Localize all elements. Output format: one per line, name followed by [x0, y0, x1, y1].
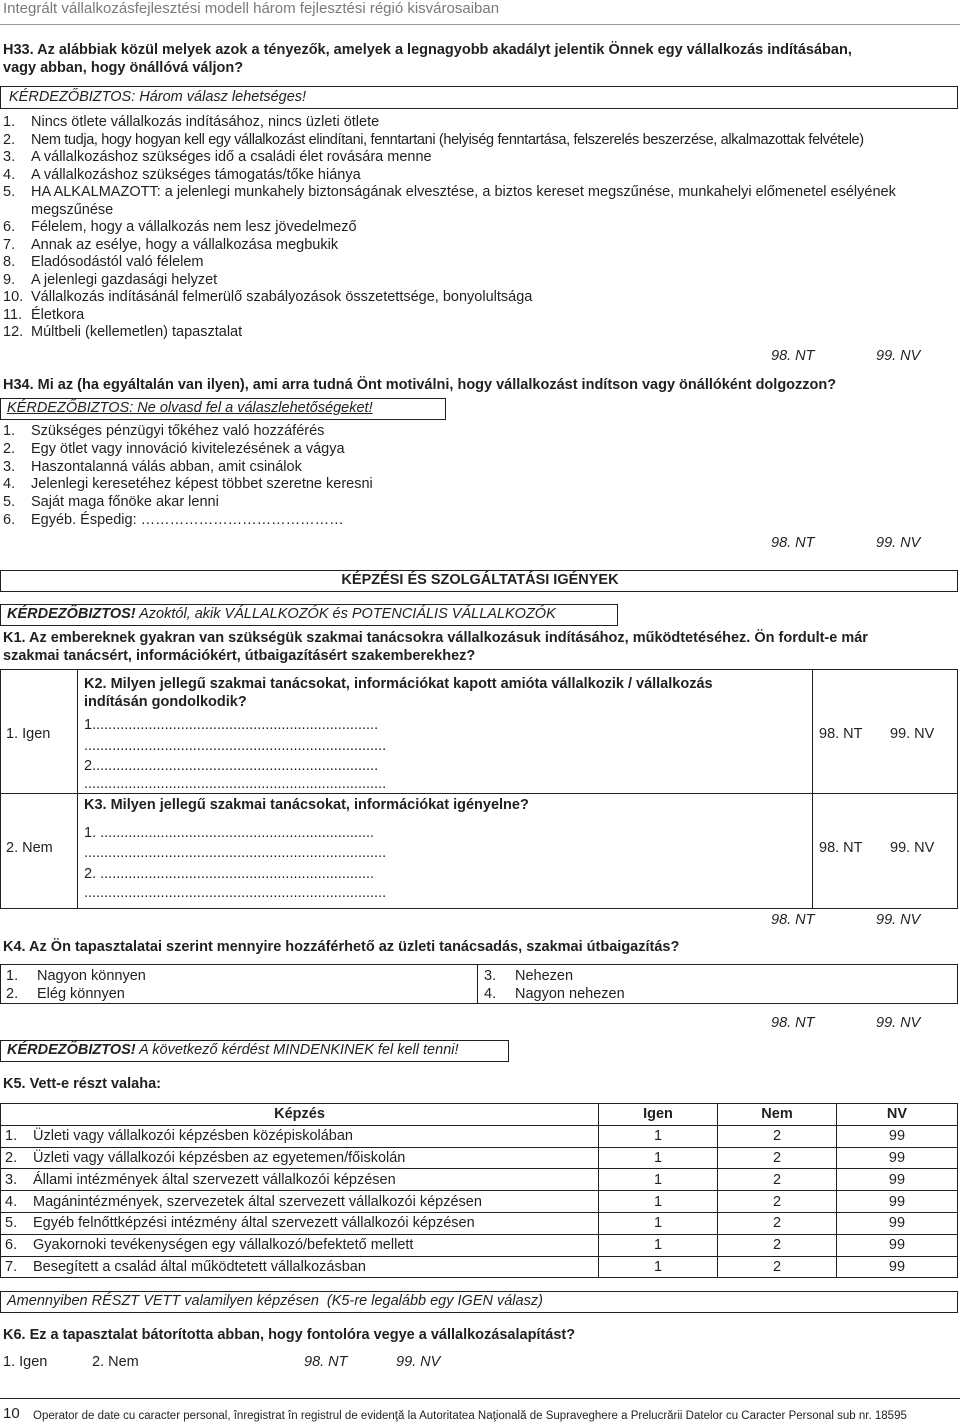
- list-item: [3, 324, 938, 342]
- k1-yes: 1. Igen: [6, 726, 51, 742]
- k4-option-3: Nehezen: [515, 968, 574, 984]
- k5-cell-training: [1, 1125, 599, 1147]
- k4-option-1: Nagyon könnyen: [37, 968, 146, 984]
- list-item: [3, 149, 938, 167]
- k2-question-line1: K2. Milyen jellegű szakmai tanácsokat, információkat kapott amióta vállalkozik / vállalkozás: [84, 676, 713, 692]
- table-row: [1, 1125, 958, 1147]
- instruction-box-2: [0, 1040, 509, 1062]
- k4-option-3-num: 3.: [484, 968, 497, 984]
- h33-options: [3, 114, 938, 342]
- list-item: [3, 114, 938, 132]
- k5-cell-no[interactable]: 2: [718, 1169, 837, 1191]
- list-item-text: HA ALKALMAZOTT: a jelenlegi munkahely biztonságának elvesztése, a biztos kereset megszűnése, munkahelyi előmenetel esélyének megszűnése: [31, 184, 896, 218]
- list-item-number: 6.: [3, 511, 16, 528]
- k1-grid-divider-v2: [812, 669, 813, 909]
- k1-grid-divider-v1: [77, 669, 78, 909]
- k3-nt: 98. NT: [819, 840, 863, 856]
- k5-table: [0, 1103, 958, 1278]
- k5-cell-nv[interactable]: 99: [837, 1191, 958, 1213]
- table-row: [1, 1212, 958, 1234]
- h33-instruction: KÉRDEZŐBIZTOS: Három válasz lehetséges!: [9, 89, 307, 105]
- list-item-text: Életkora: [31, 306, 85, 323]
- k2-nv: 99. NV: [890, 726, 935, 742]
- k5-cell-nv[interactable]: 99: [837, 1212, 958, 1234]
- k5-row-number: 4.: [5, 1193, 18, 1210]
- list-item-number: 2.: [3, 440, 16, 457]
- list-item: [3, 272, 938, 290]
- k5-row-number: 6.: [5, 1237, 18, 1254]
- footer-text: Operator de date cu caracter personal, înregistrat în registrul de evidenţă la Autoritatea Naţională de Supraveghere a Prelucrării Datelor cu Caracter Personal sub nr. 18595: [33, 1410, 907, 1422]
- k5-cell-training: [1, 1147, 599, 1169]
- page-header-title: Integrált vállalkozásfejlesztési modell három fejlesztési régió kisvárosaiban: [3, 0, 500, 17]
- k3-nv: 99. NV: [890, 840, 935, 856]
- list-item: [3, 441, 703, 459]
- k5-question: K5. Vett-e részt valaha:: [3, 1076, 161, 1092]
- k1-nv: 99. NV: [876, 912, 921, 928]
- h33-instruction-box: [0, 86, 958, 109]
- list-item-number: 11.: [3, 306, 23, 323]
- k1-grid-divider-h: [0, 793, 958, 794]
- list-item-text: Múltbeli (kellemetlen) tapasztalat: [31, 324, 243, 340]
- list-item: [3, 423, 703, 441]
- k1-question-line1: K1. Az embereknek gyakran van szükségük szakmai tanácsokra vállalkozásuk indításához, működtetéséhez. Ön fordult-e már: [3, 630, 868, 646]
- k4-options-divider: [477, 964, 478, 1004]
- k4-option-2: Elég könnyen: [37, 986, 125, 1002]
- list-item-number: 12.: [3, 324, 24, 340]
- list-item-number: 9.: [3, 271, 16, 288]
- k4-option-4-num: 4.: [484, 986, 497, 1002]
- list-item-number: 5.: [3, 494, 16, 511]
- k5-header-row: [1, 1104, 958, 1126]
- section-title-box: [0, 570, 958, 592]
- instruction-2-text: A következő kérdést MINDENKINEK fel kell tenni!: [135, 1042, 459, 1058]
- list-item-text: Eladósodástól való félelem: [31, 254, 204, 270]
- list-item: [3, 184, 938, 219]
- k5-cell-yes[interactable]: 1: [599, 1169, 718, 1191]
- k4-option-2-num: 2.: [6, 986, 19, 1002]
- list-item-text: Szükséges pénzügyi tőkéhez való hozzáférés: [31, 423, 325, 439]
- list-item-number: 4.: [3, 476, 16, 493]
- k5-header-training: Képzés: [1, 1104, 599, 1126]
- k5-cell-yes[interactable]: 1: [599, 1125, 718, 1147]
- list-item-text: Vállalkozás indításánál felmerülő szabályozások összetettsége, bonyolultsága: [31, 289, 533, 305]
- list-item-text: A vállalkozáshoz szükséges támogatás/tőke hiánya: [31, 166, 361, 183]
- list-item-number: 10.: [3, 289, 24, 305]
- k5-cell-no[interactable]: 2: [718, 1212, 837, 1234]
- k6-question: K6. Ez a tapasztalat bátorította abban, hogy fontolóra vegye a vállalkozásalapítást?: [3, 1327, 576, 1343]
- footer-page-number: 10: [3, 1405, 20, 1422]
- k5-header-nv: NV: [837, 1104, 958, 1126]
- list-item-text: Saját maga főnöke akar lenni: [31, 494, 219, 511]
- k5-row-text: Besegített a család által működtetett vállalkozásban: [33, 1258, 366, 1275]
- list-item: [3, 237, 938, 255]
- k5-header-yes: Igen: [599, 1104, 718, 1126]
- k5-cell-nv[interactable]: 99: [837, 1256, 958, 1278]
- list-item-text: Egy ötlet vagy innováció kivitelezésének a vágya: [31, 440, 345, 457]
- k5-cell-no[interactable]: 2: [718, 1234, 837, 1256]
- k2-answer-line1[interactable]: 1.......................................................................: [84, 717, 379, 733]
- instruction-box-1: [0, 604, 618, 626]
- h34-nv: 99. NV: [876, 535, 921, 551]
- list-item: [3, 167, 938, 185]
- k2-question-line2: indításán gondolkodik?: [84, 694, 247, 710]
- table-row: [1, 1169, 958, 1191]
- instruction-1: [7, 606, 556, 622]
- k6-nv: 99. NV: [396, 1354, 441, 1370]
- k3-answer-line1[interactable]: 1. ....................................................................: [84, 825, 375, 841]
- k2-answer-line3[interactable]: 2.......................................................................: [84, 758, 379, 774]
- k5-row-number: 5.: [5, 1215, 18, 1232]
- k1-question-line2: szakmai tanácsért, információkért, útbaigazításért szakemberekhez?: [3, 648, 476, 664]
- k1-no: 2. Nem: [6, 840, 53, 856]
- list-item-text: Haszontalanná válás abban, amit csinálok: [31, 458, 302, 475]
- k5-note: Amennyiben RÉSZT VETT valamilyen képzésen (K5-re legalább egy IGEN válasz): [7, 1293, 543, 1309]
- list-item-number: 4.: [3, 166, 16, 183]
- list-item-text: Jelenlegi keresetéhez képest többet szeretne keresni: [31, 476, 373, 493]
- k5-header-no: Nem: [718, 1104, 837, 1126]
- k6-nt: 98. NT: [304, 1354, 348, 1370]
- k5-cell-nv[interactable]: 99: [837, 1147, 958, 1169]
- list-item: [3, 307, 938, 325]
- k4-option-1-num: 1.: [6, 968, 19, 984]
- instruction-1-label: KÉRDEZŐBIZTOS!: [7, 606, 136, 622]
- list-item: [3, 289, 938, 307]
- list-item: [3, 459, 703, 477]
- k3-answer-line3[interactable]: 2. ....................................................................: [84, 866, 375, 882]
- k5-cell-no[interactable]: 2: [718, 1256, 837, 1278]
- k5-cell-yes[interactable]: 1: [599, 1191, 718, 1213]
- h34-instruction-box: [0, 398, 446, 420]
- header-divider: [0, 24, 960, 25]
- list-item-number: 2.: [3, 131, 16, 148]
- list-item-text: Nincs ötlete vállalkozás indításához, nincs üzleti ötlete: [31, 114, 380, 130]
- k5-cell-yes[interactable]: 1: [599, 1256, 718, 1278]
- k6-yes: 1. Igen: [3, 1354, 48, 1370]
- k4-option-4: Nagyon nehezen: [515, 986, 625, 1002]
- k4-nv: 99. NV: [876, 1015, 921, 1031]
- list-item-text: A vállalkozáshoz szükséges idő a családi élet rovására menne: [31, 149, 432, 165]
- k5-cell-training: [1, 1212, 599, 1234]
- k6-no: 2. Nem: [92, 1354, 139, 1370]
- list-item-number: 1.: [3, 423, 16, 439]
- list-item: [3, 494, 703, 512]
- k5-row-text: Magánintézmények, szervezetek által szervezett vállalkozói képzésen: [33, 1193, 482, 1210]
- k2-answer-line4[interactable]: ...........................................................................: [84, 776, 387, 792]
- list-item: [3, 476, 703, 494]
- k5-row-text: Gyakornoki tevékenységen egy vállalkozó/befektető mellett: [33, 1237, 414, 1254]
- k4-nt: 98. NT: [771, 1015, 815, 1031]
- list-item-number: 3.: [3, 149, 16, 165]
- list-item-text: A jelenlegi gazdasági helyzet: [31, 271, 218, 288]
- h33-question-line1: H33. Az alábbiak közül melyek azok a tényezők, amelyek a legnagyobb akadályt jelentik Önnek egy vállalkozás indításában,: [3, 42, 852, 58]
- k5-cell-yes[interactable]: 1: [599, 1212, 718, 1234]
- k5-row-number: 7.: [5, 1258, 18, 1275]
- list-item-text: Annak az esélye, hogy a vállalkozása megbukik: [31, 236, 339, 253]
- list-item-number: 6.: [3, 219, 16, 235]
- list-item-text: Nem tudja, hogy hogyan kell egy vállalkozást elindítani, fenntartani (helyiség fenntartása, felszerelés beszerzése, alkalmazottak felvétele): [31, 131, 864, 148]
- k5-cell-training: [1, 1234, 599, 1256]
- instruction-2: [7, 1042, 459, 1058]
- k5-cell-no[interactable]: 2: [718, 1125, 837, 1147]
- k5-cell-yes[interactable]: 1: [599, 1147, 718, 1169]
- h34-options: [3, 423, 703, 530]
- k4-question: K4. Az Ön tapasztalatai szerint mennyire hozzáférhető az üzleti tanácsadás, szakmai útbaigazítás?: [3, 939, 680, 955]
- k5-row-text: Egyéb felnőttképzési intézmény által szervezett vállalkozói képzésen: [33, 1215, 475, 1232]
- h33-question-line2: vagy abban, hogy önállóvá váljon?: [3, 60, 244, 76]
- list-item-number: 7.: [3, 236, 16, 253]
- k5-cell-no[interactable]: 2: [718, 1147, 837, 1169]
- k5-row-number: 2.: [5, 1149, 18, 1166]
- k5-row-text: Állami intézmények által szervezett vállalkozói képzésen: [33, 1171, 396, 1188]
- h33-nt: 98. NT: [771, 348, 815, 364]
- instruction-1-text: Azoktól, akik VÁLLALKOZÓK és POTENCIÁLIS VÁLLALKOZÓK: [135, 606, 556, 622]
- k5-cell-training: [1, 1169, 599, 1191]
- k3-question: K3. Milyen jellegű szakmai tanácsokat, információkat igényelne?: [84, 797, 529, 813]
- h34-nt: 98. NT: [771, 535, 815, 551]
- table-row: [1, 1256, 958, 1278]
- k5-cell-no[interactable]: 2: [718, 1191, 837, 1213]
- k5-row-number: 3.: [5, 1171, 18, 1188]
- instruction-2-label: KÉRDEZŐBIZTOS!: [7, 1042, 136, 1058]
- k5-row-text: Üzleti vagy vállalkozói képzésben középiskolában: [33, 1128, 353, 1145]
- list-item-text: Félelem, hogy a vállalkozás nem lesz jövedelmező: [31, 219, 357, 235]
- k3-answer-line4[interactable]: ...........................................................................: [84, 885, 387, 901]
- table-row: [1, 1147, 958, 1169]
- k5-cell-nv[interactable]: 99: [837, 1125, 958, 1147]
- list-item-number: 8.: [3, 254, 16, 270]
- table-row: [1, 1234, 958, 1256]
- table-row: [1, 1191, 958, 1213]
- list-item-number: 5.: [3, 184, 16, 200]
- k2-nt: 98. NT: [819, 726, 863, 742]
- k3-answer-line2[interactable]: ...........................................................................: [84, 845, 387, 861]
- list-item: [3, 512, 703, 530]
- list-item-text: Egyéb. Éspedig: ……………………………………: [31, 511, 344, 528]
- k5-cell-yes[interactable]: 1: [599, 1234, 718, 1256]
- section-title: KÉPZÉSI ÉS SZOLGÁLTATÁSI IGÉNYEK: [341, 572, 619, 588]
- k5-cell-nv[interactable]: 99: [837, 1169, 958, 1191]
- k1-nt: 98. NT: [771, 912, 815, 928]
- k5-cell-training: [1, 1256, 599, 1278]
- list-item-number: 3.: [3, 458, 16, 475]
- list-item: [3, 132, 938, 150]
- list-item: [3, 254, 938, 272]
- k5-note-box: [0, 1291, 958, 1313]
- k5-cell-nv[interactable]: 99: [837, 1234, 958, 1256]
- k5-row-number: 1.: [5, 1128, 18, 1145]
- k5-cell-training: [1, 1191, 599, 1213]
- h33-nv: 99. NV: [876, 348, 921, 364]
- k5-row-text: Üzleti vagy vállalkozói képzésben az egyetemen/főiskolán: [33, 1149, 406, 1166]
- k2-answer-line2[interactable]: ...........................................................................: [84, 738, 387, 754]
- footer-divider: [0, 1398, 960, 1399]
- h34-instruction: KÉRDEZŐBIZTOS: Ne olvasd fel a válaszlehetőségeket!: [7, 400, 373, 416]
- h34-question: H34. Mi az (ha egyáltalán van ilyen), ami arra tudná Önt motiválni, hogy vállalkozást indítson vagy önállóként dolgozzon?: [3, 377, 837, 393]
- list-item: [3, 219, 938, 237]
- list-item-number: 1.: [3, 114, 16, 130]
